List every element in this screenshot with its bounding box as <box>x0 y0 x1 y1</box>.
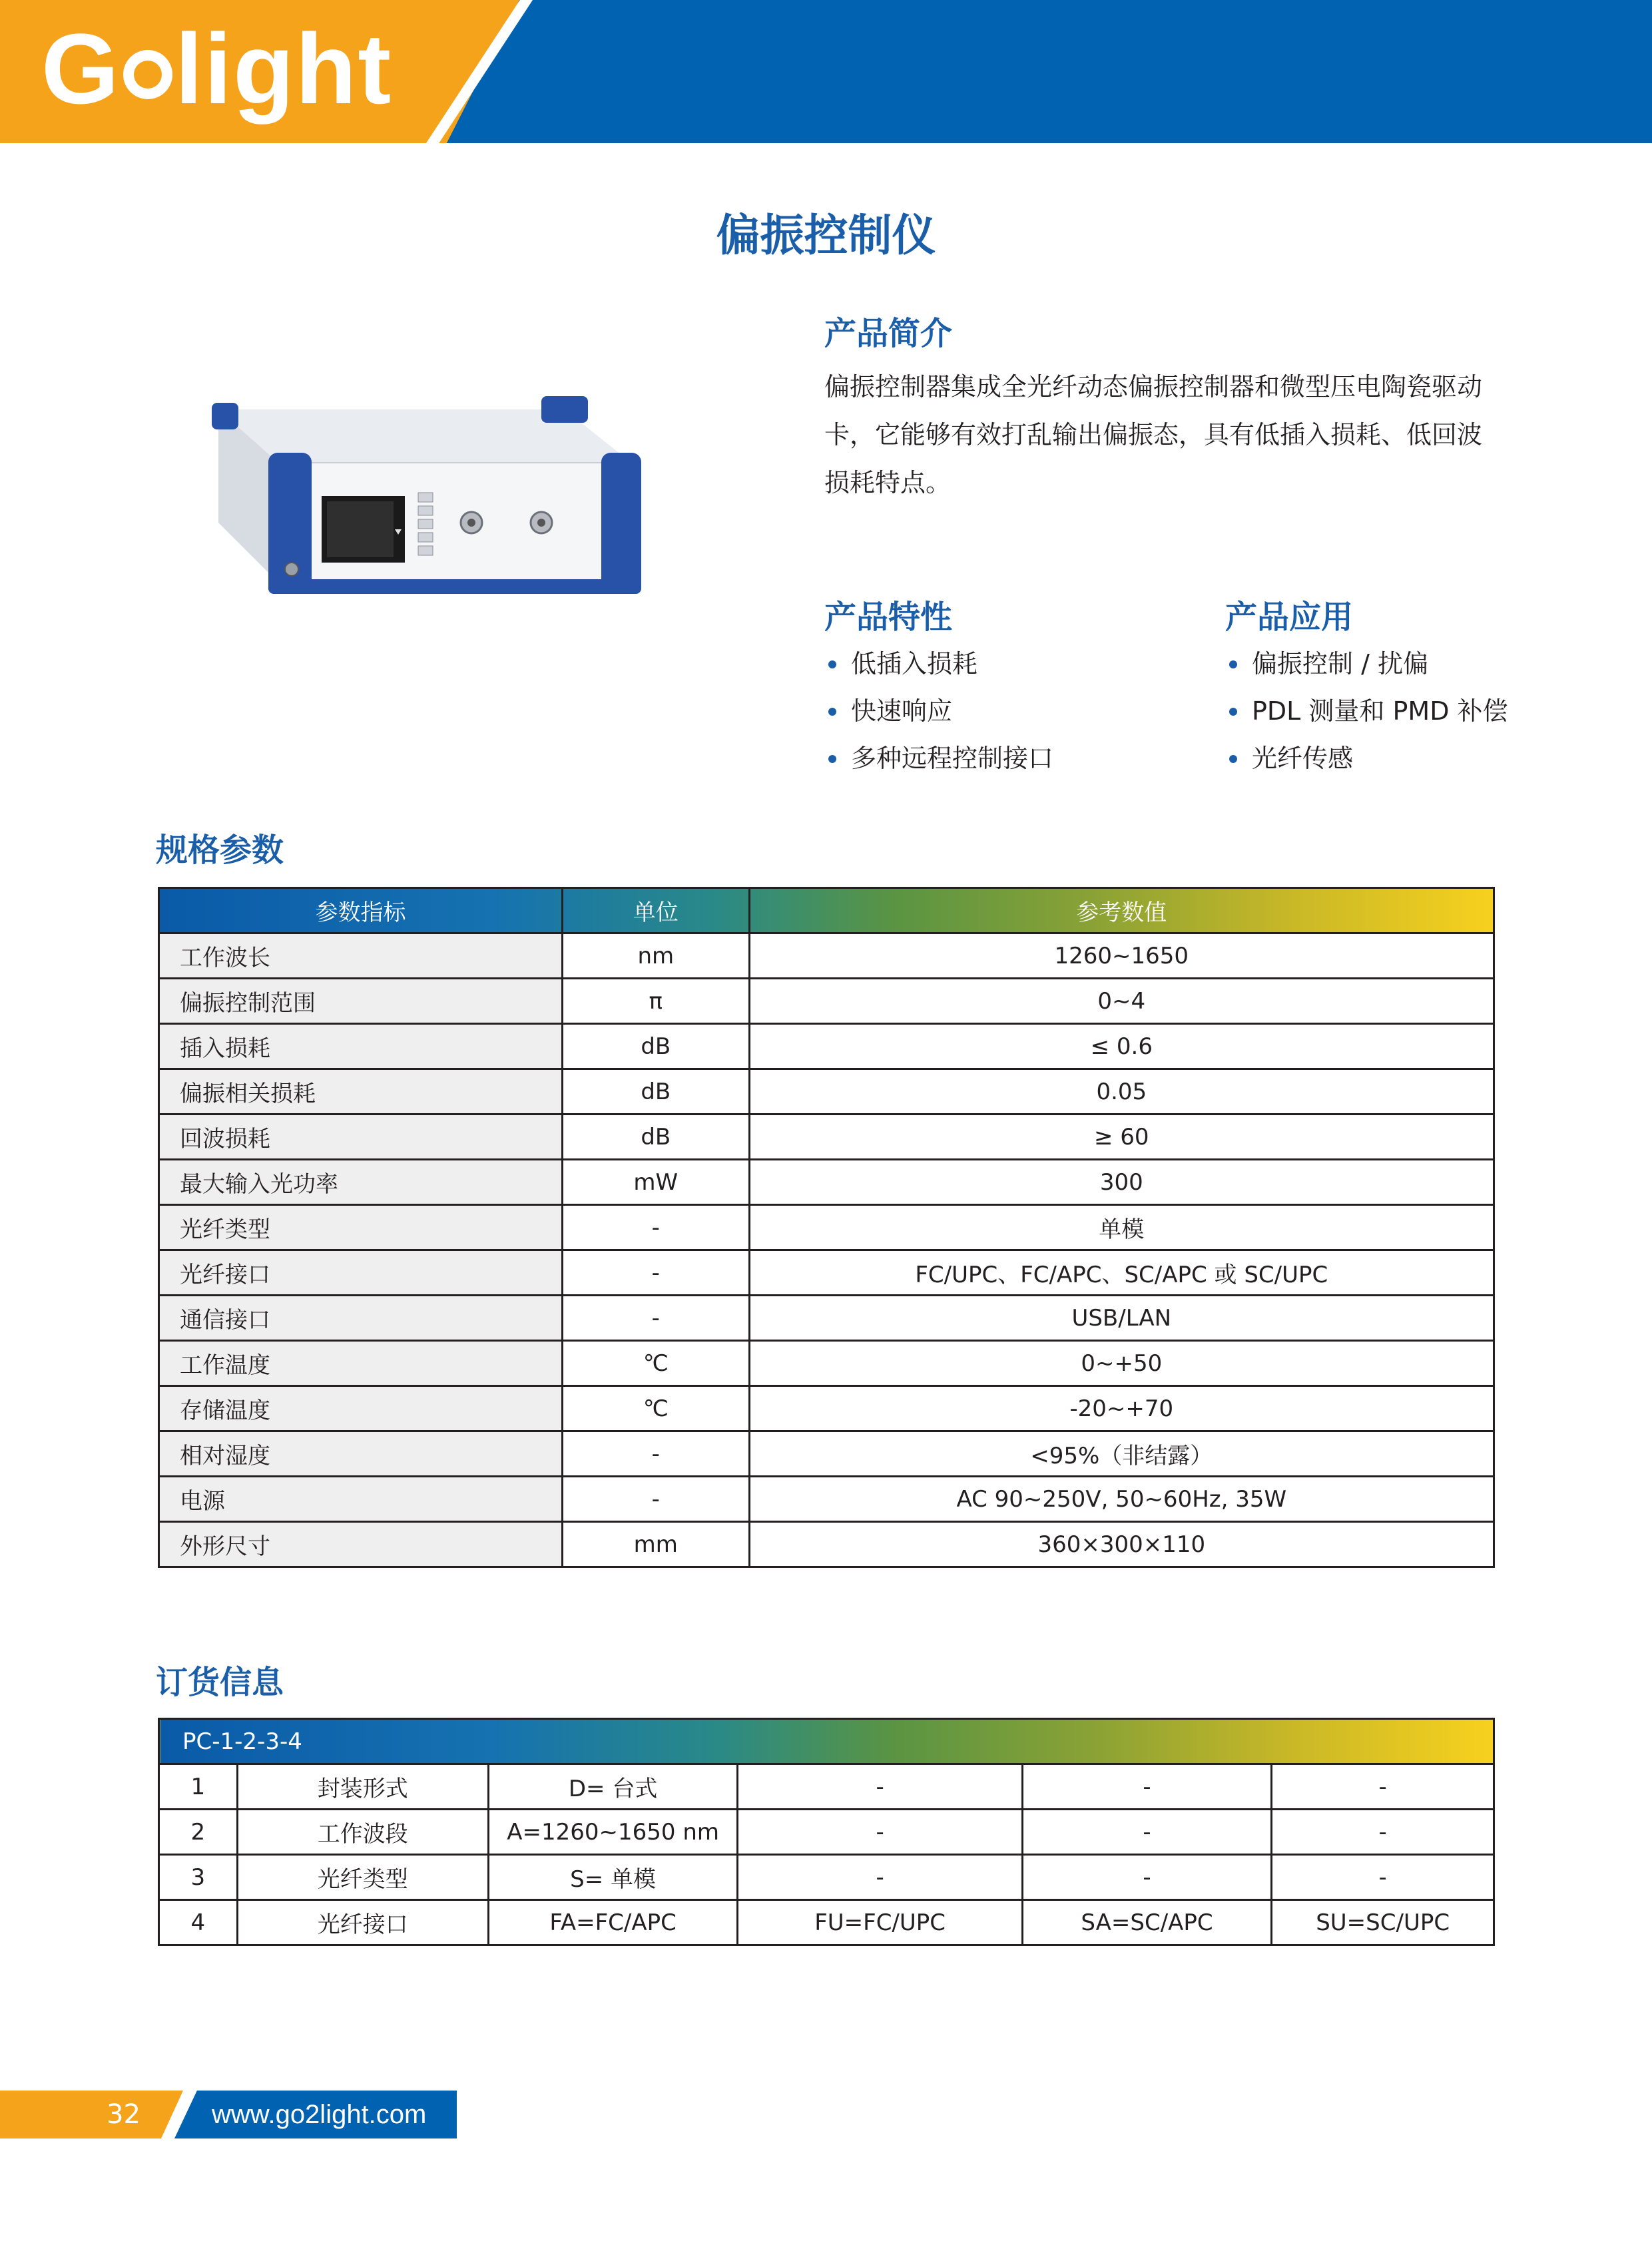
table-row <box>159 1296 1494 1341</box>
table-row <box>159 979 1494 1024</box>
param-value: 1260~1650 <box>749 933 1494 979</box>
param-value: 0.05 <box>749 1069 1494 1115</box>
param-name: 回波损耗 <box>159 1115 563 1160</box>
table-row <box>159 1024 1494 1069</box>
param-name: 工作波长 <box>159 933 563 979</box>
product-image <box>192 389 658 616</box>
list-item: 光纤传感 <box>1225 735 1508 782</box>
bullet-icon <box>828 660 836 668</box>
param-unit: ℃ <box>562 1341 749 1386</box>
list-item: 低插入损耗 <box>824 640 1053 688</box>
param-unit: dB <box>562 1024 749 1069</box>
order-option: S= 单模 <box>488 1855 738 1900</box>
order-option: - <box>738 1764 1022 1810</box>
param-value: AC 90~250V, 50~60Hz, 35W <box>749 1477 1494 1522</box>
spec-table <box>158 887 1495 1568</box>
param-value: 0~4 <box>749 979 1494 1024</box>
param-value: ≤ 0.6 <box>749 1024 1494 1069</box>
table-row <box>159 1855 1494 1900</box>
order-option: FU=FC/UPC <box>738 1900 1022 1945</box>
param-value: ≥ 60 <box>749 1115 1494 1160</box>
applications-list <box>1225 640 1508 782</box>
order-code-row <box>159 1719 1494 1764</box>
param-value: 300 <box>749 1160 1494 1205</box>
list-item: 快速响应 <box>824 688 1053 735</box>
order-option: - <box>1272 1810 1494 1855</box>
param-name: 存储温度 <box>159 1386 563 1431</box>
order-option: A=1260~1650 nm <box>488 1810 738 1855</box>
order-option: FA=FC/APC <box>488 1900 738 1945</box>
param-value: USB/LAN <box>749 1296 1494 1341</box>
param-name: 工作温度 <box>159 1341 563 1386</box>
table-row <box>159 1386 1494 1431</box>
table-row <box>159 1477 1494 1522</box>
table-row <box>159 1341 1494 1386</box>
spec-heading: 规格参数 <box>156 832 284 869</box>
order-field: 封装形式 <box>237 1764 488 1810</box>
param-unit: π <box>562 979 749 1024</box>
features-list <box>824 640 1053 782</box>
list-item: 偏振控制 / 扰偏 <box>1225 640 1508 688</box>
param-name: 插入损耗 <box>159 1024 563 1069</box>
page-title: 偏振控制仪 <box>716 210 936 261</box>
order-option: - <box>1272 1764 1494 1810</box>
order-option: - <box>1272 1855 1494 1900</box>
order-index: 4 <box>159 1900 238 1945</box>
param-name: 电源 <box>159 1477 563 1522</box>
table-row <box>159 1115 1494 1160</box>
bullet-icon <box>1229 708 1237 716</box>
column-header: 单位 <box>562 888 749 933</box>
order-index: 3 <box>159 1855 238 1900</box>
table-row <box>159 1205 1494 1250</box>
param-unit: - <box>562 1250 749 1296</box>
column-header: 参数指标 <box>159 888 563 933</box>
param-unit: - <box>562 1431 749 1477</box>
param-name: 偏振控制范围 <box>159 979 563 1024</box>
page-number: 32 <box>107 2099 140 2130</box>
website-link[interactable]: www.go2light.com <box>212 2100 427 2129</box>
param-value: 单模 <box>749 1205 1494 1250</box>
table-row <box>159 1810 1494 1855</box>
param-name: 通信接口 <box>159 1296 563 1341</box>
param-value: 360×300×110 <box>749 1522 1494 1567</box>
param-unit: mm <box>562 1522 749 1567</box>
table-row <box>159 1250 1494 1296</box>
footer-orange-block <box>0 2091 183 2138</box>
table-header-row <box>159 888 1494 933</box>
order-option: - <box>1022 1764 1272 1810</box>
param-value: FC/UPC、FC/APC、SC/APC 或 SC/UPC <box>749 1250 1494 1296</box>
bullet-icon <box>1229 660 1237 668</box>
order-heading: 订货信息 <box>156 1664 284 1701</box>
brand-logo: G light <box>41 13 393 125</box>
order-option: SU=SC/UPC <box>1272 1900 1494 1945</box>
param-unit: dB <box>562 1115 749 1160</box>
param-name: 偏振相关损耗 <box>159 1069 563 1115</box>
table-row <box>159 933 1494 979</box>
param-unit: - <box>562 1205 749 1250</box>
column-header: 参考数值 <box>749 888 1494 933</box>
order-index: 1 <box>159 1764 238 1810</box>
order-option: D= 台式 <box>488 1764 738 1810</box>
param-name: 光纤接口 <box>159 1250 563 1296</box>
bullet-icon <box>1229 755 1237 763</box>
order-option: - <box>738 1810 1022 1855</box>
order-option: - <box>738 1855 1022 1900</box>
table-row <box>159 1900 1494 1945</box>
table-row <box>159 1764 1494 1810</box>
order-field: 工作波段 <box>237 1810 488 1855</box>
order-table <box>158 1718 1495 1946</box>
applications-heading: 产品应用 <box>1225 599 1354 636</box>
table-row <box>159 1160 1494 1205</box>
param-unit: dB <box>562 1069 749 1115</box>
param-value: <95%（非结露） <box>749 1431 1494 1477</box>
table-row <box>159 1522 1494 1567</box>
order-index: 2 <box>159 1810 238 1855</box>
list-item: PDL 测量和 PMD 补偿 <box>1225 688 1508 735</box>
order-field: 光纤类型 <box>237 1855 488 1900</box>
param-unit: - <box>562 1296 749 1341</box>
param-name: 最大输入光功率 <box>159 1160 563 1205</box>
order-option: - <box>1022 1855 1272 1900</box>
param-unit: - <box>562 1477 749 1522</box>
param-name: 相对湿度 <box>159 1431 563 1477</box>
param-unit: nm <box>562 933 749 979</box>
param-name: 外形尺寸 <box>159 1522 563 1567</box>
order-option: SA=SC/APC <box>1022 1900 1272 1945</box>
param-unit: mW <box>562 1160 749 1205</box>
param-value: 0~+50 <box>749 1341 1494 1386</box>
order-code: PC-1-2-3-4 <box>159 1719 1494 1764</box>
bullet-icon <box>828 708 836 716</box>
intro-heading: 产品简介 <box>824 315 953 352</box>
sun-icon <box>123 50 172 99</box>
param-name: 光纤类型 <box>159 1205 563 1250</box>
table-row <box>159 1431 1494 1477</box>
table-row <box>159 1069 1494 1115</box>
intro-text: 偏振控制器集成全光纤动态偏振控制器和微型压电陶瓷驱动卡，它能够有效打乱输出偏振态，具有低插入损耗、低回波损耗特点。 <box>824 372 1483 497</box>
features-heading: 产品特性 <box>824 599 953 636</box>
order-option: - <box>1022 1810 1272 1855</box>
order-field: 光纤接口 <box>237 1900 488 1945</box>
param-value: -20~+70 <box>749 1386 1494 1431</box>
list-item: 多种远程控制接口 <box>824 735 1053 782</box>
param-unit: ℃ <box>562 1386 749 1431</box>
bullet-icon <box>828 755 836 763</box>
